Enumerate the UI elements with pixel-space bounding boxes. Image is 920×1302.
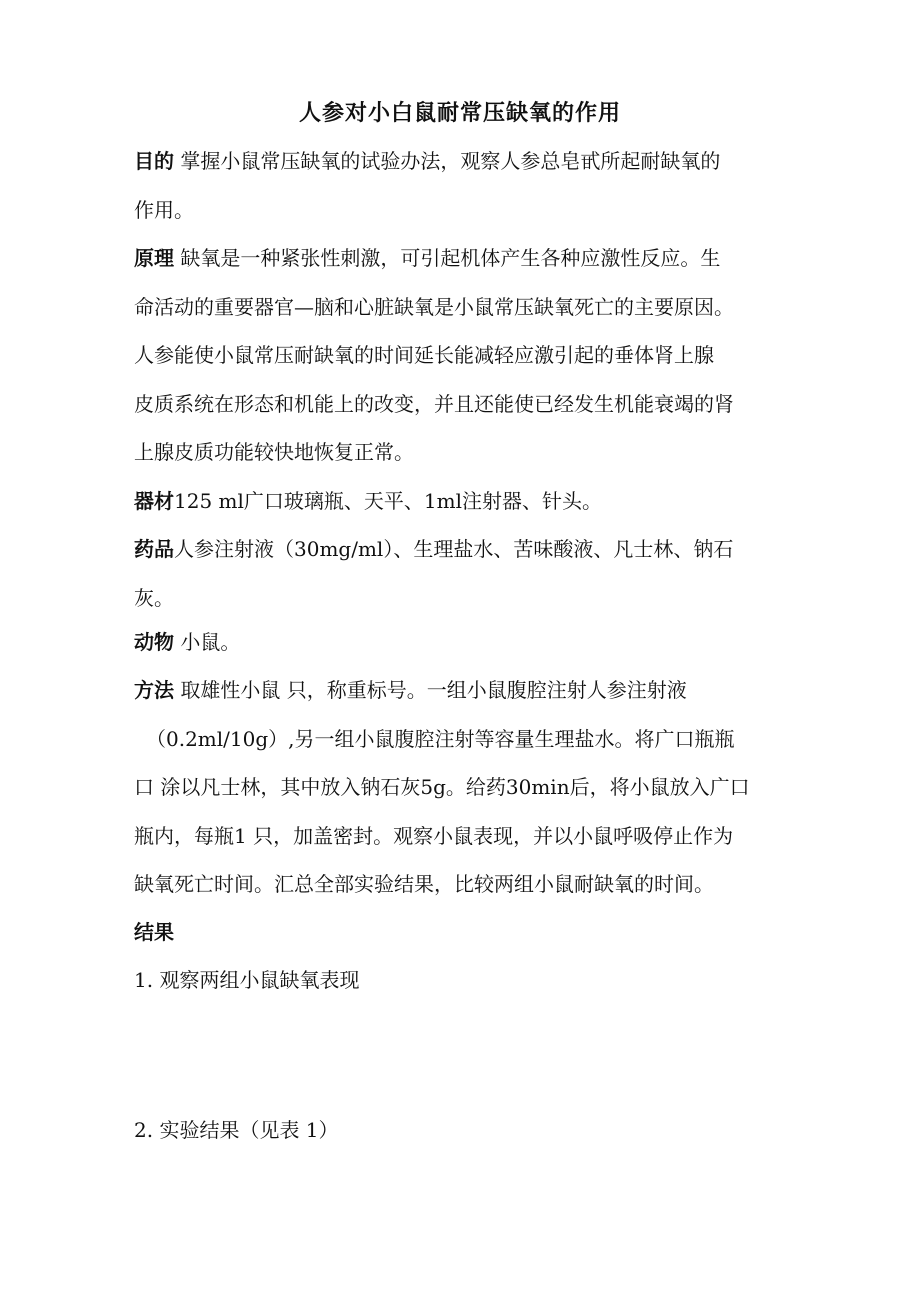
equipment-label: 器材 [134,489,174,513]
results-item-2: 2. 实验结果（见表 1） [134,1118,339,1142]
method-line-3: 口 涂以凡士林，其中放入钠石灰5g。给药30min后，将小鼠放入广口 [134,775,750,799]
principle-line-2: 命活动的重要器官—脑和心脏缺氧是小鼠常压缺氧死亡的主要原因。 [134,294,734,319]
animals-label: 动物 [134,630,174,654]
section-purpose [134,137,790,234]
method-label: 方法 [134,678,174,702]
section-animals [134,618,790,667]
section-results [134,908,790,957]
purpose-line-2: 作用。 [134,197,194,222]
section-drugs [134,525,790,622]
method-line-1: 方法 取雄性小鼠 只，称重标号。一组小鼠腹腔注射人参注射液 [134,678,687,702]
drugs-line-1: 药品人参注射液（30mg/ml）、生理盐水、苦味酸液、凡士林、钠石 [134,537,734,561]
animals-line-1: 动物 小鼠。 [134,630,241,654]
drugs-label: 药品 [134,537,174,561]
section-equipment [134,477,790,526]
principle-line-5: 上腺皮质功能较快地恢复正常。 [134,440,414,464]
section-method [134,666,790,909]
section-principle [134,234,790,477]
drugs-line-2: 灰。 [134,585,174,610]
method-line-5: 缺氧死亡时间。汇总全部实验结果，比较两组小鼠耐缺氧的时间。 [134,872,714,896]
results-item-1: 1. 观察两组小鼠缺氧表现 [134,968,360,992]
principle-line-1: 原理 缺氧是一种紧张性刺激，可引起机体产生各种应激性反应。生 [134,246,721,270]
principle-label: 原理 [134,246,174,270]
principle-line-4: 皮质系统在形态和机能上的改变，并且还能使已经发生机能衰竭的肾 [134,391,734,416]
principle-line-3: 人参能使小鼠常压耐缺氧的时间延长能减轻应激引起的垂体肾上腺 [134,343,714,367]
purpose-label: 目的 [134,149,174,173]
document-title: 人参对小白鼠耐常压缺氧的作用 [298,101,621,126]
method-line-4: 瓶内，每瓶1 只，加盖密封。观察小鼠表现，并以小鼠呼吸停止作为 [134,823,734,848]
results-label: 结果 [134,920,174,944]
purpose-line-1: 目的 掌握小鼠常压缺氧的试验办法，观察人参总皂甙所起耐缺氧的 [134,149,721,173]
equipment-line-1: 器材125 ml广口玻璃瓶、天平、1ml注射器、针头。 [134,489,602,513]
method-line-2: （0.2ml/10g）,另一组小鼠腹腔注射等容量生理盐水。将广口瓶瓶 [146,726,735,751]
